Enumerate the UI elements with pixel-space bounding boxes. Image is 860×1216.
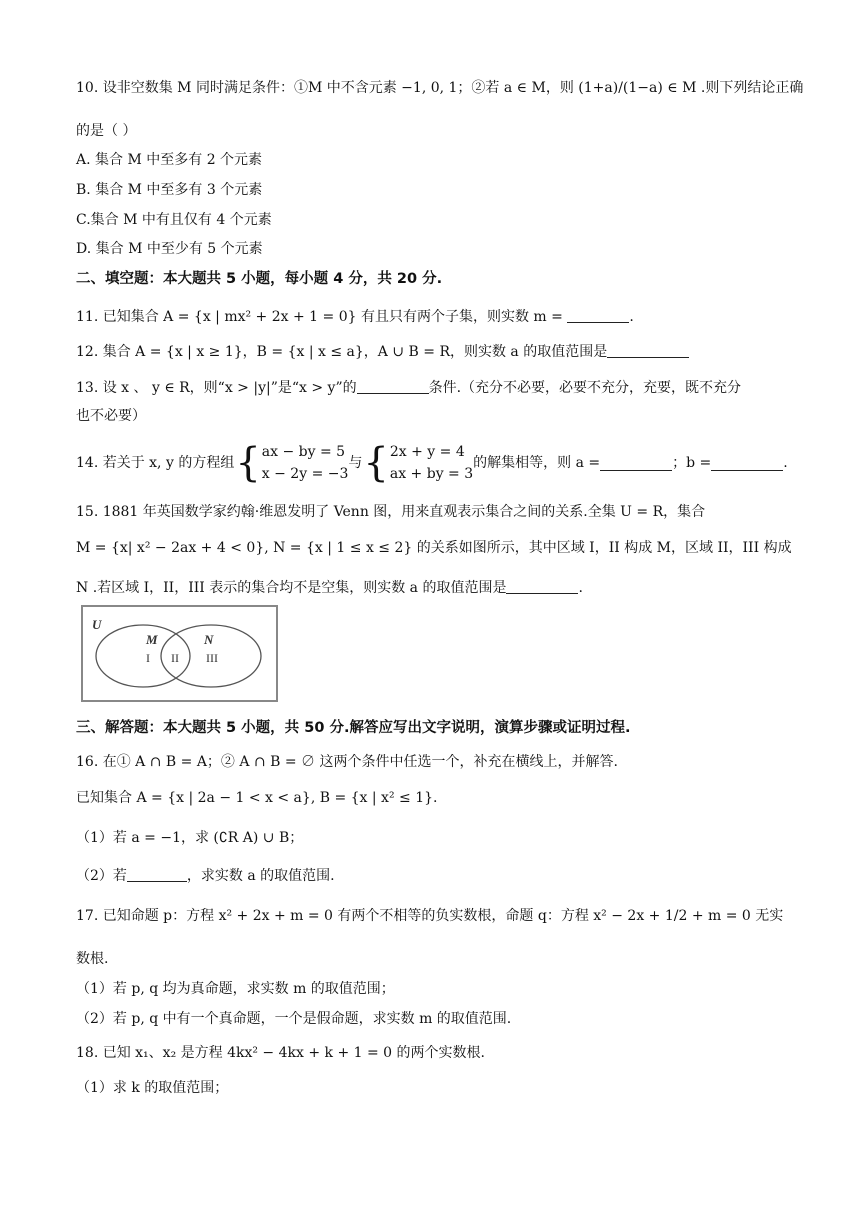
q16-part2-a: （2）若: [76, 868, 127, 884]
answer-blank: [711, 456, 783, 471]
q15-line2: M = {x| x² − 2ax + 4 < 0}, N = {x | 1 ≤ x ≤ 2} 的关系如图所示，其中区域 I，II 构成 M，区域 II，III 构成: [76, 540, 792, 556]
q15-line3: N .若区域 I，II，III 表示的集合均不是空集，则实数 a 的取值范围是 .: [76, 580, 583, 596]
q13-line1: [76, 379, 741, 395]
q10-stem-line2: 的是（ ）: [76, 123, 137, 139]
q18-line1: 18. 已知 x₁、x₂ 是方程 4kx² − 4kx + k + 1 = 0 的两个实数根.: [76, 1045, 485, 1061]
venn-diagram: [81, 605, 278, 702]
q14-b: ；b =: [672, 455, 712, 471]
q12: [76, 343, 689, 359]
q14-post: 的解集相等，则 a =: [473, 455, 601, 471]
q17-line1: 17. 已知命题 p：方程 x² + 2x + m = 0 有两个不相等的负实数根，命题 q：方程 x² − 2x + 1/2 + m = 0 无实: [76, 908, 784, 924]
q16-part1: （1）若 a = −1，求 (∁R A) ∪ B；: [76, 830, 304, 846]
q11-text: 11. 已知集合 A = {x | mx² + 2x + 1 = 0} 有且只有两个子集，则实数 m =: [76, 309, 568, 325]
q14-mid: 与: [348, 455, 363, 471]
q12-text: 12. 集合 A = {x | x ≥ 1}，B = {x | x ≤ a}，A ∪ B = R，则实数 a 的取值范围是: [76, 344, 608, 360]
q14-pre: 14. 若关于 x, y 的方程组: [76, 455, 235, 471]
q10-option-a: A. 集合 M 中至多有 2 个元素: [76, 152, 263, 168]
q10-stem-line1: 10. 设非空数集 M 同时满足条件：①M 中不含元素 −1, 0, 1；②若 a ∈ M，则 (1+a)/(1−a) ∈ M .则下列结论正确: [76, 80, 804, 96]
q13-line2: 也不必要）: [76, 408, 146, 424]
q16-line1: 16. 在① A ∩ B = A；② A ∩ B = ∅ 这两个条件中任选一个，补充在横线上，并解答.: [76, 754, 618, 770]
q16-line2: 已知集合 A = {x | 2a − 1 < x < a}, B = {x | x² ≤ 1}.: [76, 790, 438, 806]
q10-option-b: B. 集合 M 中至多有 3 个元素: [76, 182, 263, 198]
left-brace: {: [363, 440, 389, 486]
answer-blank: [127, 867, 187, 882]
q18-part1: （1）求 k 的取值范围；: [76, 1080, 229, 1096]
region-iii: III: [206, 651, 218, 665]
q15-line1: 15. 1881 年英国数学家约翰·维恩发明了 Venn 图，用来直观表示集合之间的关系.全集 U = R，集合: [76, 504, 706, 520]
q16-part2: [76, 867, 335, 883]
system-1-eq2: x − 2y = −3: [261, 466, 349, 482]
answer-blank: [567, 308, 629, 323]
answer-blank: [607, 343, 689, 358]
q16-part2-b: ，求实数 a 的取值范围.: [186, 868, 335, 884]
system-1: [262, 441, 349, 485]
left-brace: {: [235, 440, 261, 486]
answer-blank: [357, 379, 429, 394]
venn-svg: [83, 607, 276, 700]
system-2: [390, 441, 473, 485]
q10-option-c: C.集合 M 中有且仅有 4 个元素: [76, 212, 272, 228]
system-2-eq1: 2x + y = 4: [389, 444, 465, 460]
q17-part2: （2）若 p, q 中有一个真命题，一个是假命题，求实数 m 的取值范围.: [76, 1011, 512, 1027]
q10-option-d: D. 集合 M 中至少有 5 个元素: [76, 241, 263, 257]
answer-blank: [600, 456, 672, 471]
q13-text-b: 条件.（充分不必要，必要不充分，充要，既不充分: [428, 380, 742, 396]
section-solution-heading: 三、解答题：本大题共 5 小题，共 50 分.解答应写出文字说明，演算步骤或证明过程.: [76, 720, 631, 736]
system-2-eq2: ax + by = 3: [389, 466, 474, 482]
q15-text: N .若区域 I，II，III 表示的集合均不是空集，则实数 a 的取值范围是: [76, 580, 507, 596]
label-n: N: [204, 632, 214, 647]
region-i: I: [146, 651, 150, 665]
section-fill-in-heading: 二、填空题：本大题共 5 小题，每小题 4 分，共 20 分.: [76, 271, 443, 287]
system-1-eq1: ax − by = 5: [261, 444, 346, 460]
q11: 11. 已知集合 A = {x | mx² + 2x + 1 = 0} 有且只有两个子集，则实数 m = .: [76, 309, 634, 325]
q14: 14. 若关于 x, y 的方程组 { ax − by = 5 x − 2y = −3 与 { 2x + y = 4 ax + by = 3 的解集相等，则 a = ；b = .: [76, 440, 788, 486]
label-u: U: [92, 617, 102, 632]
q17-line2: 数根.: [76, 951, 109, 967]
answer-blank: [506, 579, 578, 594]
q13-text: 13. 设 x 、 y ∈ R，则“x > |y|”是“x > y”的: [76, 380, 357, 396]
region-ii: II: [171, 651, 179, 665]
label-m: M: [146, 632, 158, 647]
q17-part1: （1）若 p, q 均为真命题，求实数 m 的取值范围；: [76, 981, 395, 997]
